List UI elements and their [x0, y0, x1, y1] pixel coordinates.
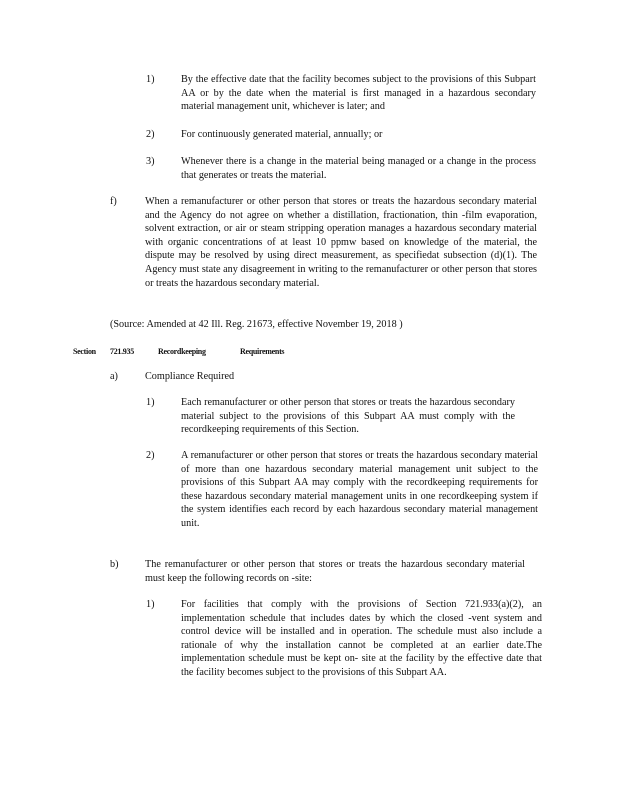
- item-e3-label: 3): [146, 156, 155, 167]
- item-f-text: When a remanufacturer or other person that stores or treats the hazardous secondary material and the Agency do not agree on whether a distillation, fractionation, thin -film evaporation, solvent extraction, or air or steam stripping operation manages a hazardous secondary material with organic concentrations of at least 10 ppmw based on knowledge of the material, the dispute may be resolved by using direct measurement, as specifiedat subsection (d)(1). The Agency must state any disagreement in writing to the remanufacturer or other person that stores or treats the hazardous secondary material.: [145, 196, 537, 289]
- item-a2-text: A remanufacturer or other person that stores or treats the hazardous secondary material of more than one hazardous secondary material management unit subject to the provisions of this Subpart AA may comply with the recordkeeping requirements for these hazardous secondary material management units in one recordkeeping system if the system identifies each record by each hazardous secondary material management unit.: [181, 450, 538, 529]
- item-a-text: Compliance Required: [145, 371, 235, 382]
- item-f-label: f): [110, 196, 117, 207]
- item-e2-text: For continuously generated material, annually; or: [181, 129, 383, 140]
- section-number: 721.935: [110, 347, 134, 356]
- item-e1-label: 1): [146, 74, 155, 85]
- item-e2-label: 2): [146, 129, 155, 140]
- item-a1-text: Each remanufacturer or other person that stores or treats the hazardous secondary material subject to the provisions of this Subpart AA must comply with the recordkeeping requirements of this Section.: [181, 397, 515, 436]
- section-title-requirements: Requirements: [240, 347, 285, 356]
- section-title-recordkeeping: Recordkeeping: [158, 347, 206, 356]
- item-a2-label: 2): [146, 450, 155, 461]
- item-b-text: The remanufacturer or other person that stores or treats the hazardous secondary material must keep the following records on -site:: [145, 559, 525, 584]
- item-a-label: a): [110, 371, 118, 382]
- item-b1-label: 1): [146, 599, 155, 610]
- item-a1-label: 1): [146, 397, 155, 408]
- item-b1-text: For facilities that comply with the provisions of Section 721.933(a)(2), an implementation schedule that includes dates by which the closed -vent system and control device will be installed and in operation. The schedule must also include a rationale of why the installation cannot be completed at an earlier date.The implementation schedule must be kept on- site at the facility by the effective date that the facility becomes subject to the provisions of this Subpart AA.: [181, 599, 542, 678]
- item-e1-text: By the effective date that the facility becomes subject to the provisions of this Subpart AA or by the date when the material is first managed in a hazardous secondary material management unit, whichever is later; and: [181, 74, 536, 113]
- section-label: Section: [73, 347, 96, 356]
- item-b-label: b): [110, 559, 119, 570]
- source-note: (Source: Amended at 42 Ill. Reg. 21673, effective November 19, 2018 ): [110, 319, 403, 330]
- item-e3-text: Whenever there is a change in the material being managed or a change in the process that generates or treats the material.: [181, 156, 536, 181]
